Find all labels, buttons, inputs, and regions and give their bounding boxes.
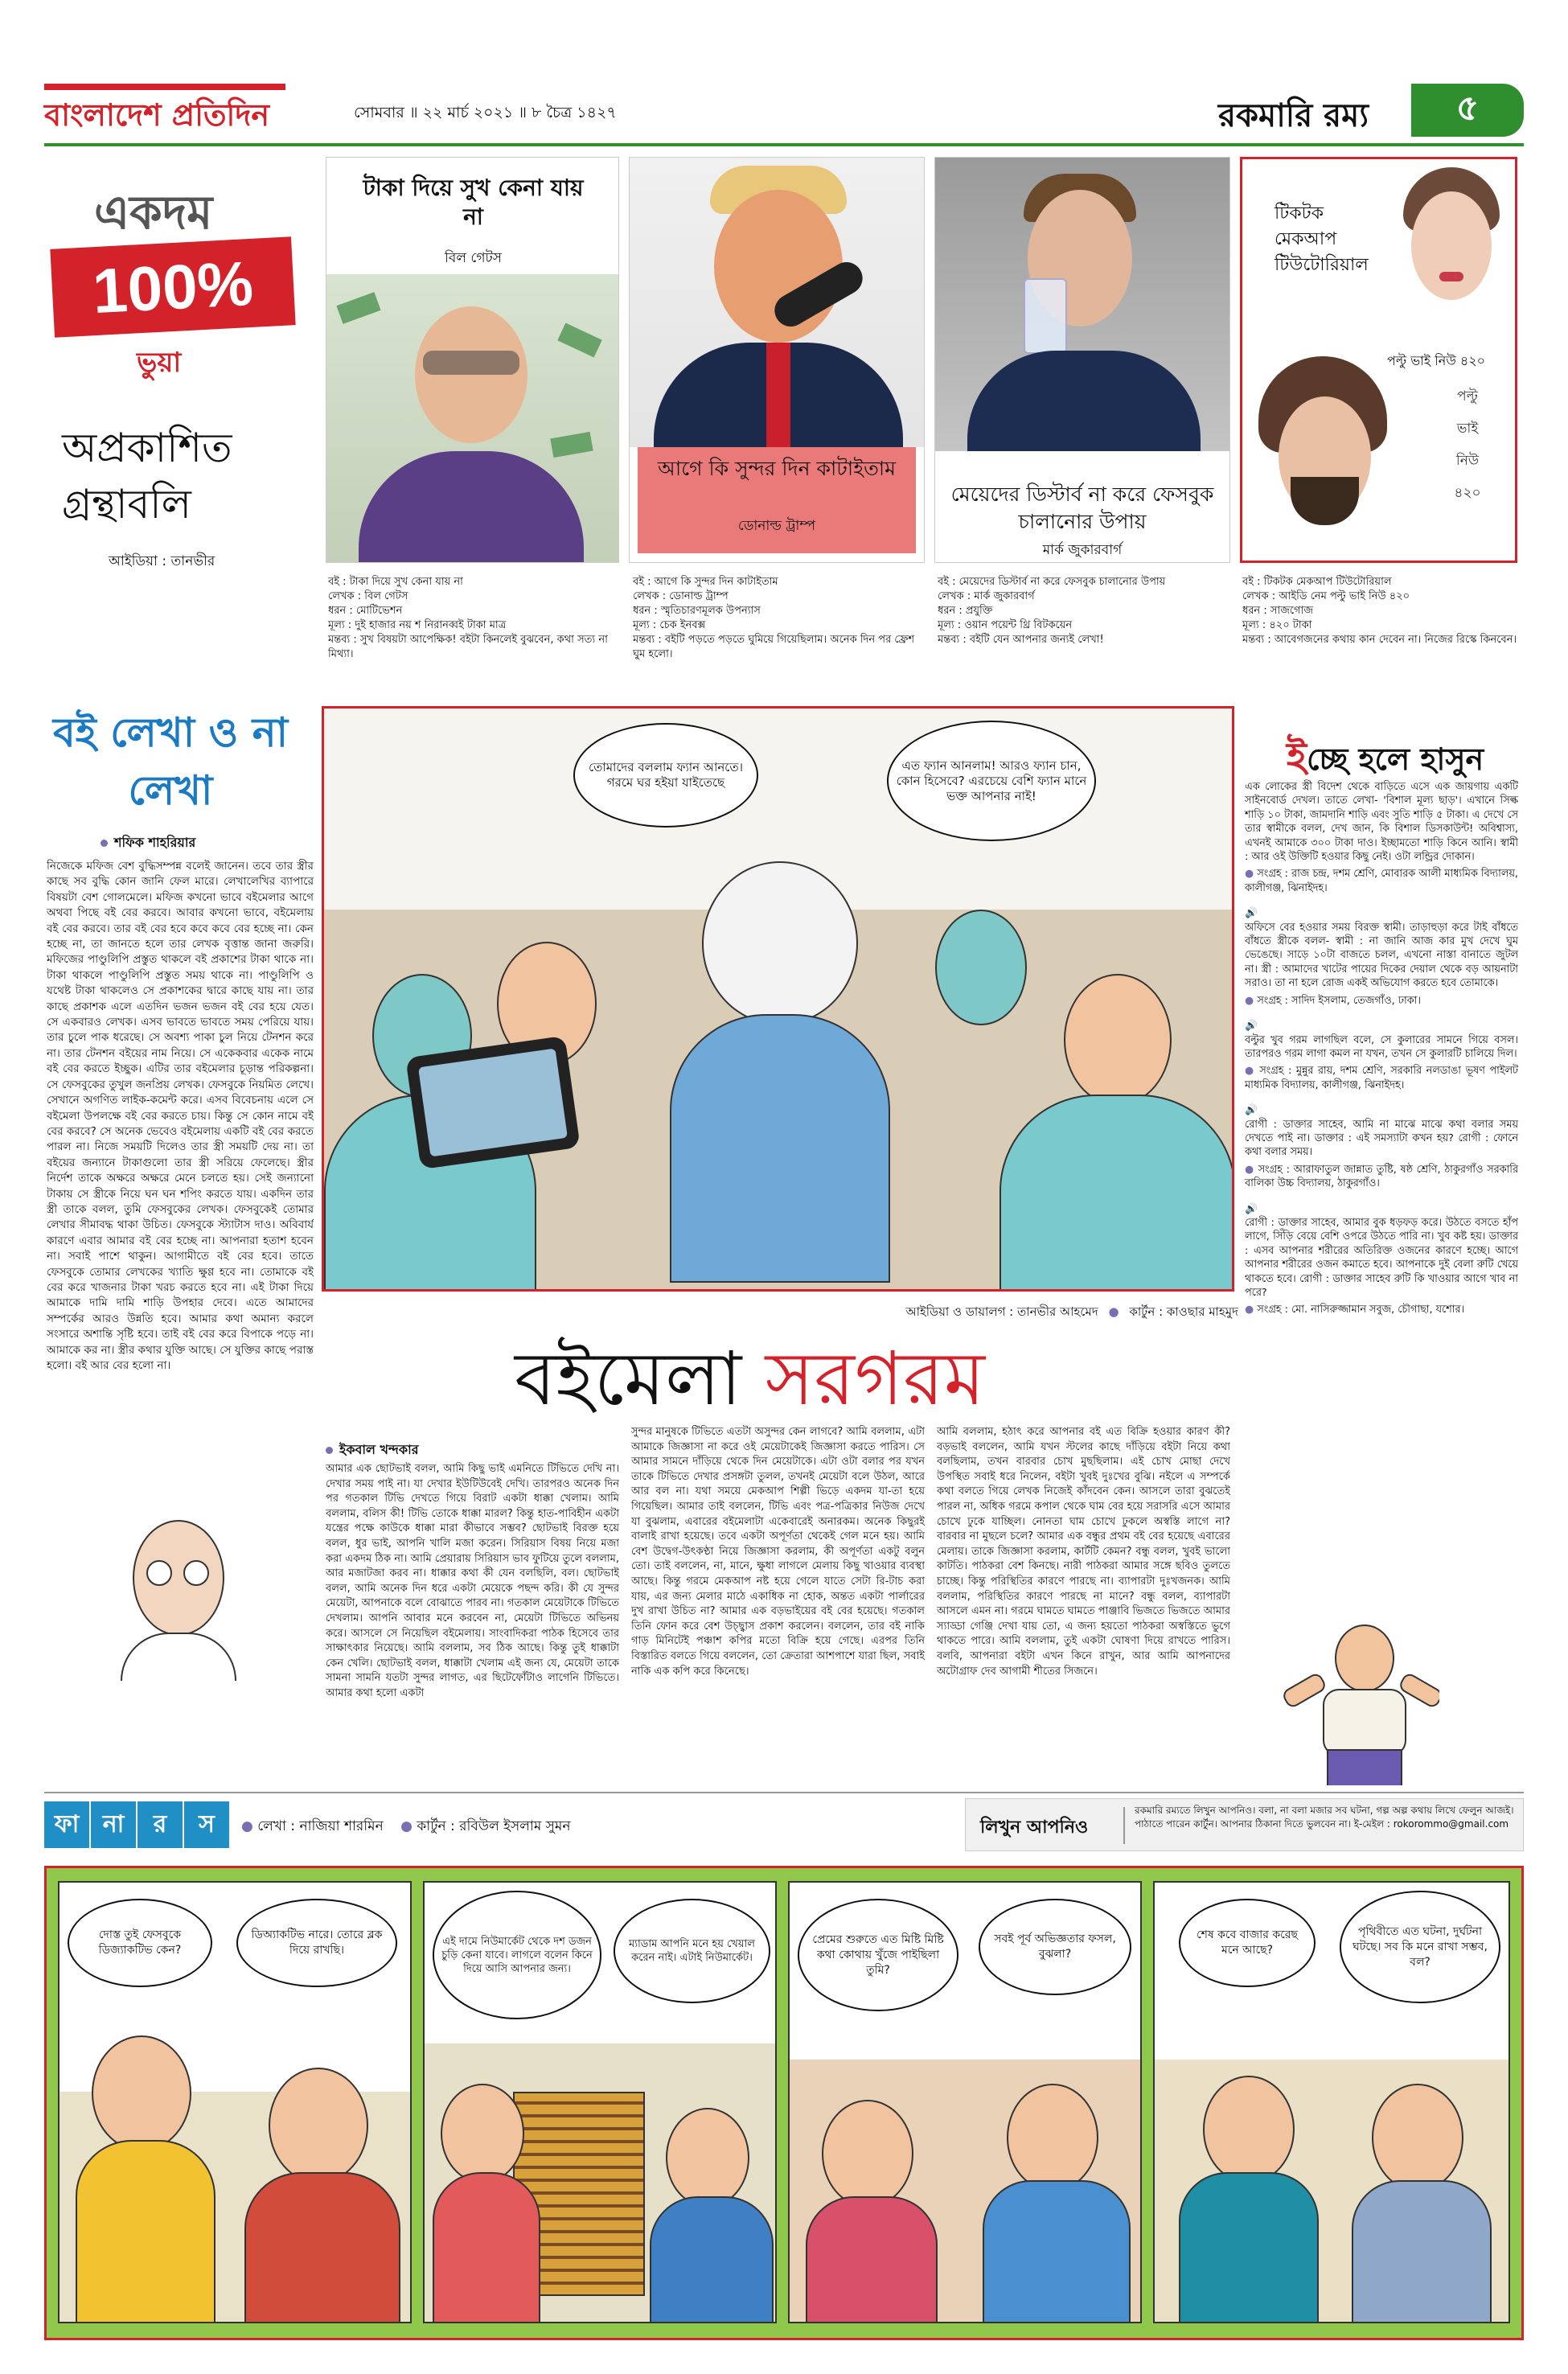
book-cover-author: মার্ক জুকারবার্গ [1042,542,1123,558]
feature-title-2: গ্রন্থাবলি [62,481,191,528]
masthead [44,80,1524,145]
desc-line: ধরন : মোটিভেশন [328,605,403,617]
book-cover-2 [629,157,925,563]
author-word-1: পল্টু [1457,388,1478,405]
logo-tagline [44,84,285,90]
donald-trump-photo [630,158,924,447]
jokes-title-first: ই [1287,734,1307,779]
old-man-cartoon [96,1512,257,1681]
joke-credit: ● সংগ্রহ : সাদিদ ইসলাম, তেজগাঁও, ঢাকা। [1245,994,1421,1007]
book-cover-author: পল্টু ভাই নিউ ৪২০ [1387,353,1486,368]
write-divider [1123,1807,1125,1844]
comic-bubble: এই দামে নিউমার্কেট থেকে দশ ডজন চুড়ি কেনা যাবে। লাগলে বলেন কিনে দিয়ে আসি আপনার জন্য। [433,1891,601,2019]
desc-line: লেখক : বিল গেটস [328,590,408,602]
desc-line: বই : টিকটক মেকআপ টিউটোরিয়াল [1242,576,1392,588]
essay-author: শফিক শাহরিয়ার [114,835,196,850]
book-cover-author: ডোনাল্ড ট্রাম্প [737,518,816,534]
credit-idea: আইডিয়া ও ডায়ালগ : তানভীর আহমেদ [905,1304,1098,1319]
book-cover-author: বিল গেটস [445,250,502,266]
percent-badge [50,236,295,338]
book-cover-title: আগে কি সুন্দর দিন কাটাইতাম [657,457,897,480]
desc-line: মূল্য : দুই হাজার নয় শ নিরানব্বই টাকা মাত্র [328,619,507,631]
boimela-headline [515,1335,985,1423]
desc-line: মূল্য : ৪২০ টাকা [1242,619,1312,631]
book-desc-3 [938,575,1227,647]
headline-part-2: সরগরম [765,1336,985,1422]
book-cover-1 [326,157,619,563]
book-cover-3 [934,157,1230,563]
essay-title: বই লেখা ও না লেখা [52,709,289,814]
comic-bubble: দোস্ত তুই ফেসবুকে ডিজ্যাকটিভ কেন? [68,1899,212,1987]
joke-item [1245,906,1518,1008]
book-cover-title: টাকা দিয়ে সুখ কেনা যায় না [363,175,584,230]
unpublished-books-heading [44,177,318,579]
cartoon-credits: আইডিয়া ও ডায়ালগ : তানভীর আহমেদ ● কার্টুন : কাওছার মাহমুদ [905,1304,1238,1319]
joke-credit: ● সংগ্রহ : রাজ চন্দ্র, দশম শ্রেণি, মোবারক আলী মাধ্যমিক বিদ্যালয়, কালীগঞ্জ, ঝিনাইদহ। [1245,868,1518,894]
comic-bubble: পৃথিবীতে এত ঘটনা, দুর্ঘটনা ঘটছে। সব কি মনে রাখা সম্ভব, বল? [1340,1891,1500,2003]
boimela-byline [326,1440,419,1461]
essay-byline [101,832,195,854]
desc-line: লেখক : মার্ক জুকারবার্গ [938,590,1035,602]
logo-letter: স [183,1801,229,1848]
percent-text: 100% [91,247,255,327]
jokes-title-rest: চ্ছে হলে হাসুন [1306,741,1484,777]
strip-credits: ● লেখা : নাজিয়া শারমিন ● কার্টুন : রবিউল ইসলাম সুমন [241,1818,571,1834]
speech-bubble-right: এত ফ্যান আনলাম! আরও ফ্যান চান, কোন হিসেবে? এরচেয়ে বেশি ফ্যান মানে ভক্ত আপনার নাই! [887,721,1096,841]
joke-text: রোগী : ডাক্তার সাহেব, আমার বুক ধড়ফড় করে। উঠতে বসতে হাঁপ লাগে, সিঁড়ি বেয়ে বেশি ওপরে উঠতে পারি না। খুব কষ্ট হয়। ডাক্তার : এসব আপনার শরীরের অতিরিক্ত ওজনের কারণে হচ্ছে। আগে আপনার শরীরের ওজন কমাতে হবে। আপনাকে দুই বেলা রুটি খেয়ে থাকতে হবে। রোগী : ডাক্তার সাহেব রুটি কি খাওয়ার আগে খাব না পরে? [1245,1216,1518,1299]
comic-bubble: প্রেমের শুরুতে এত মিষ্টি মিষ্টি কথা কোথায় খুঁজে পাইছিলা তুমি? [798,1899,958,2011]
page-number-badge [1411,84,1524,137]
book-desc-4 [1242,575,1520,647]
fanaros-logo [44,1801,229,1848]
speech-bubble-left: তোমাদের বললাম ফ্যান আনতে। গরমে ঘর হইয়া যাইতেছে [573,723,758,828]
book-desc-1 [328,575,618,662]
issue-date: সোমবার ॥ ২২ মার্চ ২০২১ ॥ ৮ চৈত্র ১৪২৭ [354,104,617,121]
comic-panel-2 [423,1881,777,2323]
logo-text: বাংলাদেশ প্রতিদিন [44,97,270,133]
phone-in-hand [405,1036,581,1169]
bill-gates-photo [326,274,618,562]
boimela-author: ইকবাল খন্দকার [339,1442,419,1457]
comic-bubble: ম্যাডাম আপনি মনে হয় খেয়াল করেন নাই। এটাই নিউমার্কেট। [614,1899,770,2003]
boimela-col-3: আমি বললাম, হঠাৎ করে আপনার বই এত বিক্রি হওয়ার কারণ কী? বড়ভাই বললেন, আমি যখন স্টলের কাছে দাঁড়িয়ে বইটা নিয়ে কথা বলছিলাম, তখন বারবার চোখ মুছছিলাম। এই চোখ মোছা দেখে উপস্থিত সবাই ধরে নিলেন, বইটা খুবই দুঃখের বুঝি। নইলে এ সম্পর্কে কথা বলতে গিয়ে লেখক নিজেই কাঁদবেন কেন। আসলে তারা বুঝতেই পারল না, অধিক গরমে কপাল থেকে ঘাম বের হয়ে সরাসরি এসে আমার চোখে ঢুকে যাচ্ছিল। নোনতা ঘাম চোখে ঢুকলে অস্বস্তি লাগে না? বারবার না মুছলে চলে? আমার এক বন্ধুর প্রথম বই বের হয়েছে এবারের মেলায়। তাকে জিজ্ঞাসা করলাম, কার্টটি কেমন? বন্ধু বলল, খুবই ভালো কাটতি। পাঠকরা বেশ কিনছে। নারী পাঠকরা আমার সঙ্গে ছবিও তুলতে চাচ্ছে। কিন্তু পরিস্থিতির কারণে পারছে না। ব্যাপারটা দুঃখজনক। আমি বললাম, পরিস্থিতির কারণে পারছে না মানে? বন্ধু বলল, ব্যাপারটা আসলে এমন না। গরমে ঘামতে ঘামতে পাঞ্জাবি ভিজতে ভিজতে আমার স্যাড্ডা গেঞ্জি দেখা যায় তো, এ জন্য হয়তো পাঠকরা অস্বস্তিতে ভুগে থাকতে পারে। আমি বললাম, তুই একটা ঘোষণা দিয়ে রাখতে পারিস। বলবি, আপনারা বইটা এখন কিনে রাখুন, আর আমি আপনাদের অটোগ্রাফ দেব আগামী শীতের সিজনে। [937,1426,1230,1678]
desc-line: বই : টাকা দিয়ে সুখ কেনা যায় না [328,576,463,588]
desc-line: মূল্য : চেক ইনবক্স [633,619,706,631]
page-number: ৫ [1455,87,1480,129]
feature-title-1: অপ্রকাশিত [62,425,232,471]
thumbs-up-man-cartoon [1279,1624,1439,1785]
desc-line: লেখক : আইডি নেম পল্টু ভাই নিউ ৪২০ [1242,590,1410,602]
joke-text: অফিসে বের হওয়ার সময় বিরক্ত স্বামী। তাড়াহুড়া করে টাই বাঁধতে বাঁধতে স্ত্রীকে বলল- স্বামী : না জানি আজ কার মুখ দেখে ঘুম ভেঙেছে। সাড়ে ১০টা বাজতে চলল, এখনো নাস্তা বানাতে জুটল না। স্ত্রী : আমাদের খাটের পায়ের দিকের দেয়াল থেকে বড় আয়নাটা সরাও। তা না হলে রোজ একই অভিযোগ করতে হবে তোমাকে। [1245,921,1518,990]
desc-line: লেখক : ডোনাল্ড ট্রাম্প [633,590,729,602]
comic-bubble: শেষ কবে বাজার করেছ মনে আছে? [1179,1899,1316,1987]
credit-cartoonist: কার্টুন : কাওছার মাহমুদ [1129,1304,1238,1319]
logo-letter: ফা [44,1801,89,1848]
logo-letter: না [89,1801,136,1848]
mark-zuckerberg-photo [935,158,1229,451]
desc-line: মন্তব্য : বইটি যেন আপনার জন্যই লেখা! [938,634,1104,646]
section-title: রকমারি রম্য [1218,97,1369,134]
joke-item [1245,1202,1518,1317]
byline-bullet [101,840,108,847]
joke-text: রোগী : ডাক্তার সাহেব, আমি না মাঝে মাঝে কথা বলার সময় দেখতে পাই না। ডাক্তার : এই সমস্যাটা কখন হয়? রোগী : ফোনে কথা বলার সময়। [1245,1118,1518,1159]
author-word-4: ৪২০ [1454,485,1481,501]
essay-body: নিজেকে মফিজ বেশ বুদ্ধিসম্পন্ন বলেই জানেন। তবে তার স্ত্রীর কাছে সব বুদ্ধি কোন জানি ফেল মারে। লেখালেখির ব্যাপারে বিষয়টা বেশ গোলমেলে। মফিজ কখনো ভাবে বইমেলার আগে অথবা পিছে বই বের করবে। আবার কখনো ভাবে, বইমেলায় বই বের করবে। তার বই বের হবে কবে কবে বের হচ্ছে না। কেন হচ্ছে না, তা জানতে হলে তার লেখক বৃত্তান্ত জানা জরুরি। মফিজের পাণ্ডুলিপি প্রস্তুত থাকলে বই প্রকাশের টাকা থাকে না। টাকা থাকলে পাণ্ডুলিপি প্রস্তুত সময় থাকে না। পাণ্ডুলিপি ও যথেষ্ট টাকা থাকলেও সে প্রকাশকের দ্বারে কাছে যায় না। তার কাছে প্রকাশক এলে এতদিন ভজন ভজন বই বের হয়ে যেত। সে একবারও লেখক। এসব ভাবতে ভাবতে সময় পেরিয়ে যায়। তার চুলে পাক ধরেছে। সে অবশ্য পাকা চুল নিয়ে টেনশন করে না। তার টেনশন বইয়ের নাম নিয়ে। সে একেকবার একেক নামে বই বের করতে ইচ্ছুক। এটির তার বইমেলার চূড়ান্ত পরিকল্পনা। সে ফেসবুকের তুখুল জনপ্রিয় লেখক। ফেসবুকে নিয়মিত লেখে। সেখানে অগণিত লাইক-কমেন্ট করে। এসব বিবেচনায় এলে সে বইমেলা উপলক্ষে বই বের করতে চায়। কিন্তু সে কোন নামে বই বের করবে? সে অনেক ভেবেও বইমেলায় একটি বই বের করতে পারল না। নিজে সময়টি দিলেও তার স্ত্রী সময়টি দেয় না। তা বইয়ের জন্যানে টাকাগুলো তার স্ত্রী সরিয়ে ফেলেছে। স্ত্রীর নির্দেশ তাকে অক্ষরে অক্ষরে মেনে চলতে হয়। সেই জন্যানো টাকায় সে স্ত্রীকে নিয়ে ঘন ঘন শপিং করতে যায়। একদিন তার স্ত্রী তাকে বলল, তুমি ফেসবুকের লেখক। ফেসবুকেই তোমার লেখার সীমাবদ্ধ থাকা উচিত। ফেসবুকে স্ট্যাটাস দাও। অবিবার্য কারণে এবার আমার বই বের হচ্ছে না। আপনারা হতাশ হবেন না। সবাই পাশে থাকুন। আগামীতে বই বের হবে। তাতে ফেসবুকে তোমার লেখকের খ্যাতি ক্ষুণ্ণ হবে না। তোমাকে বই বের করে খাজনার টাকা খরচ করতে হবে না। এই টাকা দিয়ে আমাকে দামি দামি শাড়ি উপহার দেবে। এতে আমাদের সম্পর্কের আরও উন্নতি হবে। আমার কথা অমান্য করলে সংসারে অশান্তি সৃষ্টি হবে। তাই বই বের করে বিপাকে পড়ে না। আমাকে কর না। স্ত্রীর কথার যুক্তি আছে। সে যুক্তির কাছে পরাস্ত হলো। বই আর বের হলো না। [47,860,314,1372]
joke-item [1245,1019,1518,1092]
strip-cartoonist: কার্টুন : রবিউল ইসলাম সুমন [417,1818,571,1834]
speaker-icon: 🔊 [1245,907,1258,920]
main-cartoon [322,706,1234,1292]
comic-panel-4 [1153,1881,1510,2323]
joke-text: এক লোকের স্ত্রী বিদেশ থেকে বাড়িতে এসে এক জায়গায় একটি সাইনবোর্ড দেখল। তাতে লেখা- 'বিশাল মূল্য ছাড়'। এখানে সিল্ক শাড়ি ১০ টাকা, জামদানি শাড়ি এবং সুতি শাড়ি ৫ টাকা। এ দেখে সে তার স্বামীকে বলল, দেখ জান, কি বিশাল ডিসকাউন্ট! অবিশ্বাস্য, এখনই আমাকে ৩০০ টাকা দাও। ইচ্ছামতো শাড়ি কিনে আনি। স্বামী : আর ওই উক্তিটি হওয়ার কিছু নেই। ওটা লন্ড্রির দোকান। [1245,781,1518,864]
kicker: একদম [94,185,213,240]
speaker-icon: 🔊 [1245,1104,1258,1117]
desc-line: মন্তব্য : বইটি পড়তে পড়তে ঘুমিয়ে গিয়েছিলাম। অনেক দিন পর ফ্রেশ ঘুম হলো। [633,634,915,660]
author-name-vertical [1427,380,1508,509]
comic-panel-3 [788,1881,1142,2323]
strip-divider [44,1792,1524,1793]
speaker-icon: 🔊 [1245,1020,1258,1033]
desc-line: মন্তব্য : আবেগজনের কথায় কান দেবেন না। নিজের রিস্কে কিনবেন। [1242,634,1517,646]
author-word-2: ভাই [1456,421,1479,437]
desc-line: ধরন : প্রযুক্তি [938,605,993,617]
write-box [965,1798,1524,1851]
book-desc-2 [633,575,922,662]
book-cover-title: টিকটক মেকআপ টিউটোরিয়াল [1275,203,1369,275]
desc-line: বই : আগে কি সুন্দর দিন কাটাইতাম [633,576,778,588]
makeup-woman-photo [1395,167,1512,328]
masthead-rule [44,143,1524,146]
desc-line: মূল্য : ওয়ান পয়েন্ট থ্রি বিটকয়েন [938,619,1073,631]
desc-line: মন্তব্য : সুখ বিষয়টা আপেক্ষিক! বইটা কিনলেই বুঝবেন, কথা সত্য না মিথ্যা। [328,634,608,660]
logo-letter: র [136,1801,183,1848]
boimela-col-2: সুন্দর মানুষকে টিভিতে এতটা অসুন্দর কেন লাগবে? আমি বললাম, এটা আমাকে জিজ্ঞাসা না করে ওই মেয়েটাকেই জিজ্ঞাসা করতে পারিস। সে আমার সামনে দাঁড়িয়ে থেকে দিন মেয়েটাকে। এটা ওটা বলার পর যখন তাকে টিভিতে দেখার প্রসঙ্গটা তুলল, তখনই মেয়েটা বলে উঠল, আরে আর বল না। যথা সময়ে মেকআপ শিল্পী ভিড়ে একদম যা-তা হয়ে গিয়েছিল। আমার তাই বললেন, টিভি এবং পত্র-পত্রিকার নিউজ দেখে যা বুঝলাম, এবারের বইমেলাটা একেবারেই অনারকম। অনেক কিছুরই বালাই রাখা হয়েছে। তবে একটা অপূর্ণতা থেকেই গেল মনে হয়। আমি বেশ উদ্বেগ-উৎকণ্ঠা নিয়ে জিজ্ঞাসা করলাম, কী অপূর্ণতা একটু বলুন তো। তাই বললেন, না, মানে, ক্ষুধা লাগলে মেলায় কিছু খাওয়ার ব্যবস্থা আছে। কিন্তু গরমে মেকআপ নষ্ট হয়ে গেলে যাতে সেটা রি-টাচ করা যায়, এর জন্য মেলার মাঠে একাধিক না হোক, অন্তত একটা পার্লারের দুখ রাখা উচিত না? আমার এক বড়ভাইয়ের বই বের হয়েছে। গতকাল তিনি ফোন করে বেশ উচ্ছ্বাস প্রকাশ করলেন। বললেন, তার বই নাকি গাড় মিনিটেই পঞ্চাশ কপির মতো বিক্রি হয়ে গেছে। এরপর তিনি বিস্তারিত বলতে গিয়ে বললেন, তো ক্রেতারা আশপাশে যারা ছিল, সবাই নাকি এক কপি করে কিনেছে। [631,1426,925,1678]
speaker-icon: 🔊 [1245,1202,1258,1215]
comic-bubble: ডিঅ্যাকটিভ নারে। তোরে ব্লক দিয়ে রাখছি। [236,1899,397,1987]
byline-bullet [326,1447,333,1454]
fake-label: ভুয়া [137,347,182,379]
comic-bubble: সবই পূর্ব অভিজ্ঞতার ফসল, বুঝলা? [979,1899,1131,1995]
desc-line: বই : মেয়েদের ডিস্টার্ব না করে ফেসবুক চালানোর উপায় [938,576,1166,588]
headline-part-1: বইমেলা [515,1336,742,1422]
bearded-man-photo [1254,356,1395,549]
book-cover-4 [1240,157,1517,563]
jokes-list [1245,780,1518,1317]
joke-item [1245,780,1518,895]
newspaper-logo [44,84,318,137]
joke-item [1245,1103,1518,1190]
idea-credit: আইডিয়া : তানভীর [109,553,215,569]
joke-credit: ● সংগ্রহ : মো. নাসিরুজ্জামান সবুজ, চৌগাছা, যশোর। [1245,1304,1465,1316]
desc-line: ধরন : সাজগোজ [1242,605,1313,617]
joke-text: বল্টুর খুব গরম লাগছিল বলে, সে কুলারের সামনে গিয়ে বসল। তারপরও গরম লাগা কমল না যখন, তখন সে কুলারটি চালিয়ে দিল। [1245,1033,1518,1060]
boimela-col-1: আমার এক ছোটভাই বলল, আমি কিছু ভাই এমনিতে টিভিতে দেখি না। দেখার সময় পাই না। যা দেখার ইউটিউবেই দেখি। তারপরও অনেক দিন পর গতকাল টিভি দেখতে গিয়ে বিরাট একটা ধাক্কা খেলাম। আমি বললাম, বলিস কী! টিভি তোকে ধাক্কা মারল? কিন্তু হাত-পাবিহীন একটা যন্ত্রের পক্ষে কাউকে ধাক্কা মারা কীভাবে সম্ভব? ছোটভাই বিরক্ত হয়ে বলল, ধুর ভাই, আপনি খালি মজা করেন। সিরিয়াস বিষয় নিয়ে মজা করা একদম ঠিক না। আমি প্রেয়ারায় সিরিয়াস ভাব ফুটিয়ে তুলে বললাম, আর মজাটজা করব না। ধাক্কার কথা কী যেন বলছিলি, বল। ছোটভাই বলল, আমি অনেক দিন ধরে একটা মেয়েকে পছন্দ করি। কী যে সুন্দর মেয়েটা, আপনাকে বলে বোঝাতে পারব না। গতকাল মেয়েটাকে টিভিতে দেখলাম। আপনি আবার মনে করবেন না, মেয়েটা টিভিতে অভিনয় করে। আসলে সে নিয়েছিল বইমেলায়। সাংবাদিকরা পাঠক হিসেবে তার সাক্ষাৎকার নিয়েছে। আমি বললাম, সব ঠিক আছে। কিন্তু তুই ধাক্কাটা কেন খেলি। ছোটভাই বলল, ধাক্কাটা খেলাম এই জন্য যে, মেয়েটা তাকে সামনা সামনি যতটা সুন্দর লাগত, এর ছিটেফোঁটাও লাগেনি টিভিতে। আমার কথা হলো একটা [326,1463,619,1699]
book-cover-title: মেয়েদের ডিস্টার্ব না করে ফেসবুক চালানোর উপায় [950,483,1214,533]
desc-line: ধরন : স্মৃতিচারণমূলক উপন্যাস [633,605,761,617]
joke-credit: ● সংগ্রহ : আরাফাতুল জান্নাত তুষ্টি, ষষ্ঠ শ্রেণি, ঠাকুরগাঁও সরকারি বালিকা উচ্চ বিদ্যালয়, ঠাকুরগাঁও। [1245,1163,1518,1190]
author-word-3: নিউ [1455,453,1480,469]
write-info: রকমারি রম্যতে লিখুন আপনিও। বলা, না বলা মজার সব ঘটনা, গল্প অল্প কথায় লিখে ফেলুন আজই। পাঠাতে পারেন কার্টুন। আপনার ঠিকানা দিতে ভুলবেন না। ই-মেইল : rokorommo@gmail.com [1135,1805,1514,1830]
strip-writer: লেখা : নাজিয়া শারমিন [257,1818,384,1834]
write-label: লিখুন আপনিও [980,1817,1089,1838]
comic-strip [44,1866,1524,2340]
joke-credit: ● সংগ্রহ : মুন্নুর রায়, দশম শ্রেণি, সরকারি নলডাঙা ভূষণ পাইলট মাধ্যমিক বিদ্যালয়, কালীগঞ্জ, ঝিনাইদহ। [1245,1065,1519,1091]
comic-panel-1 [58,1881,412,2323]
